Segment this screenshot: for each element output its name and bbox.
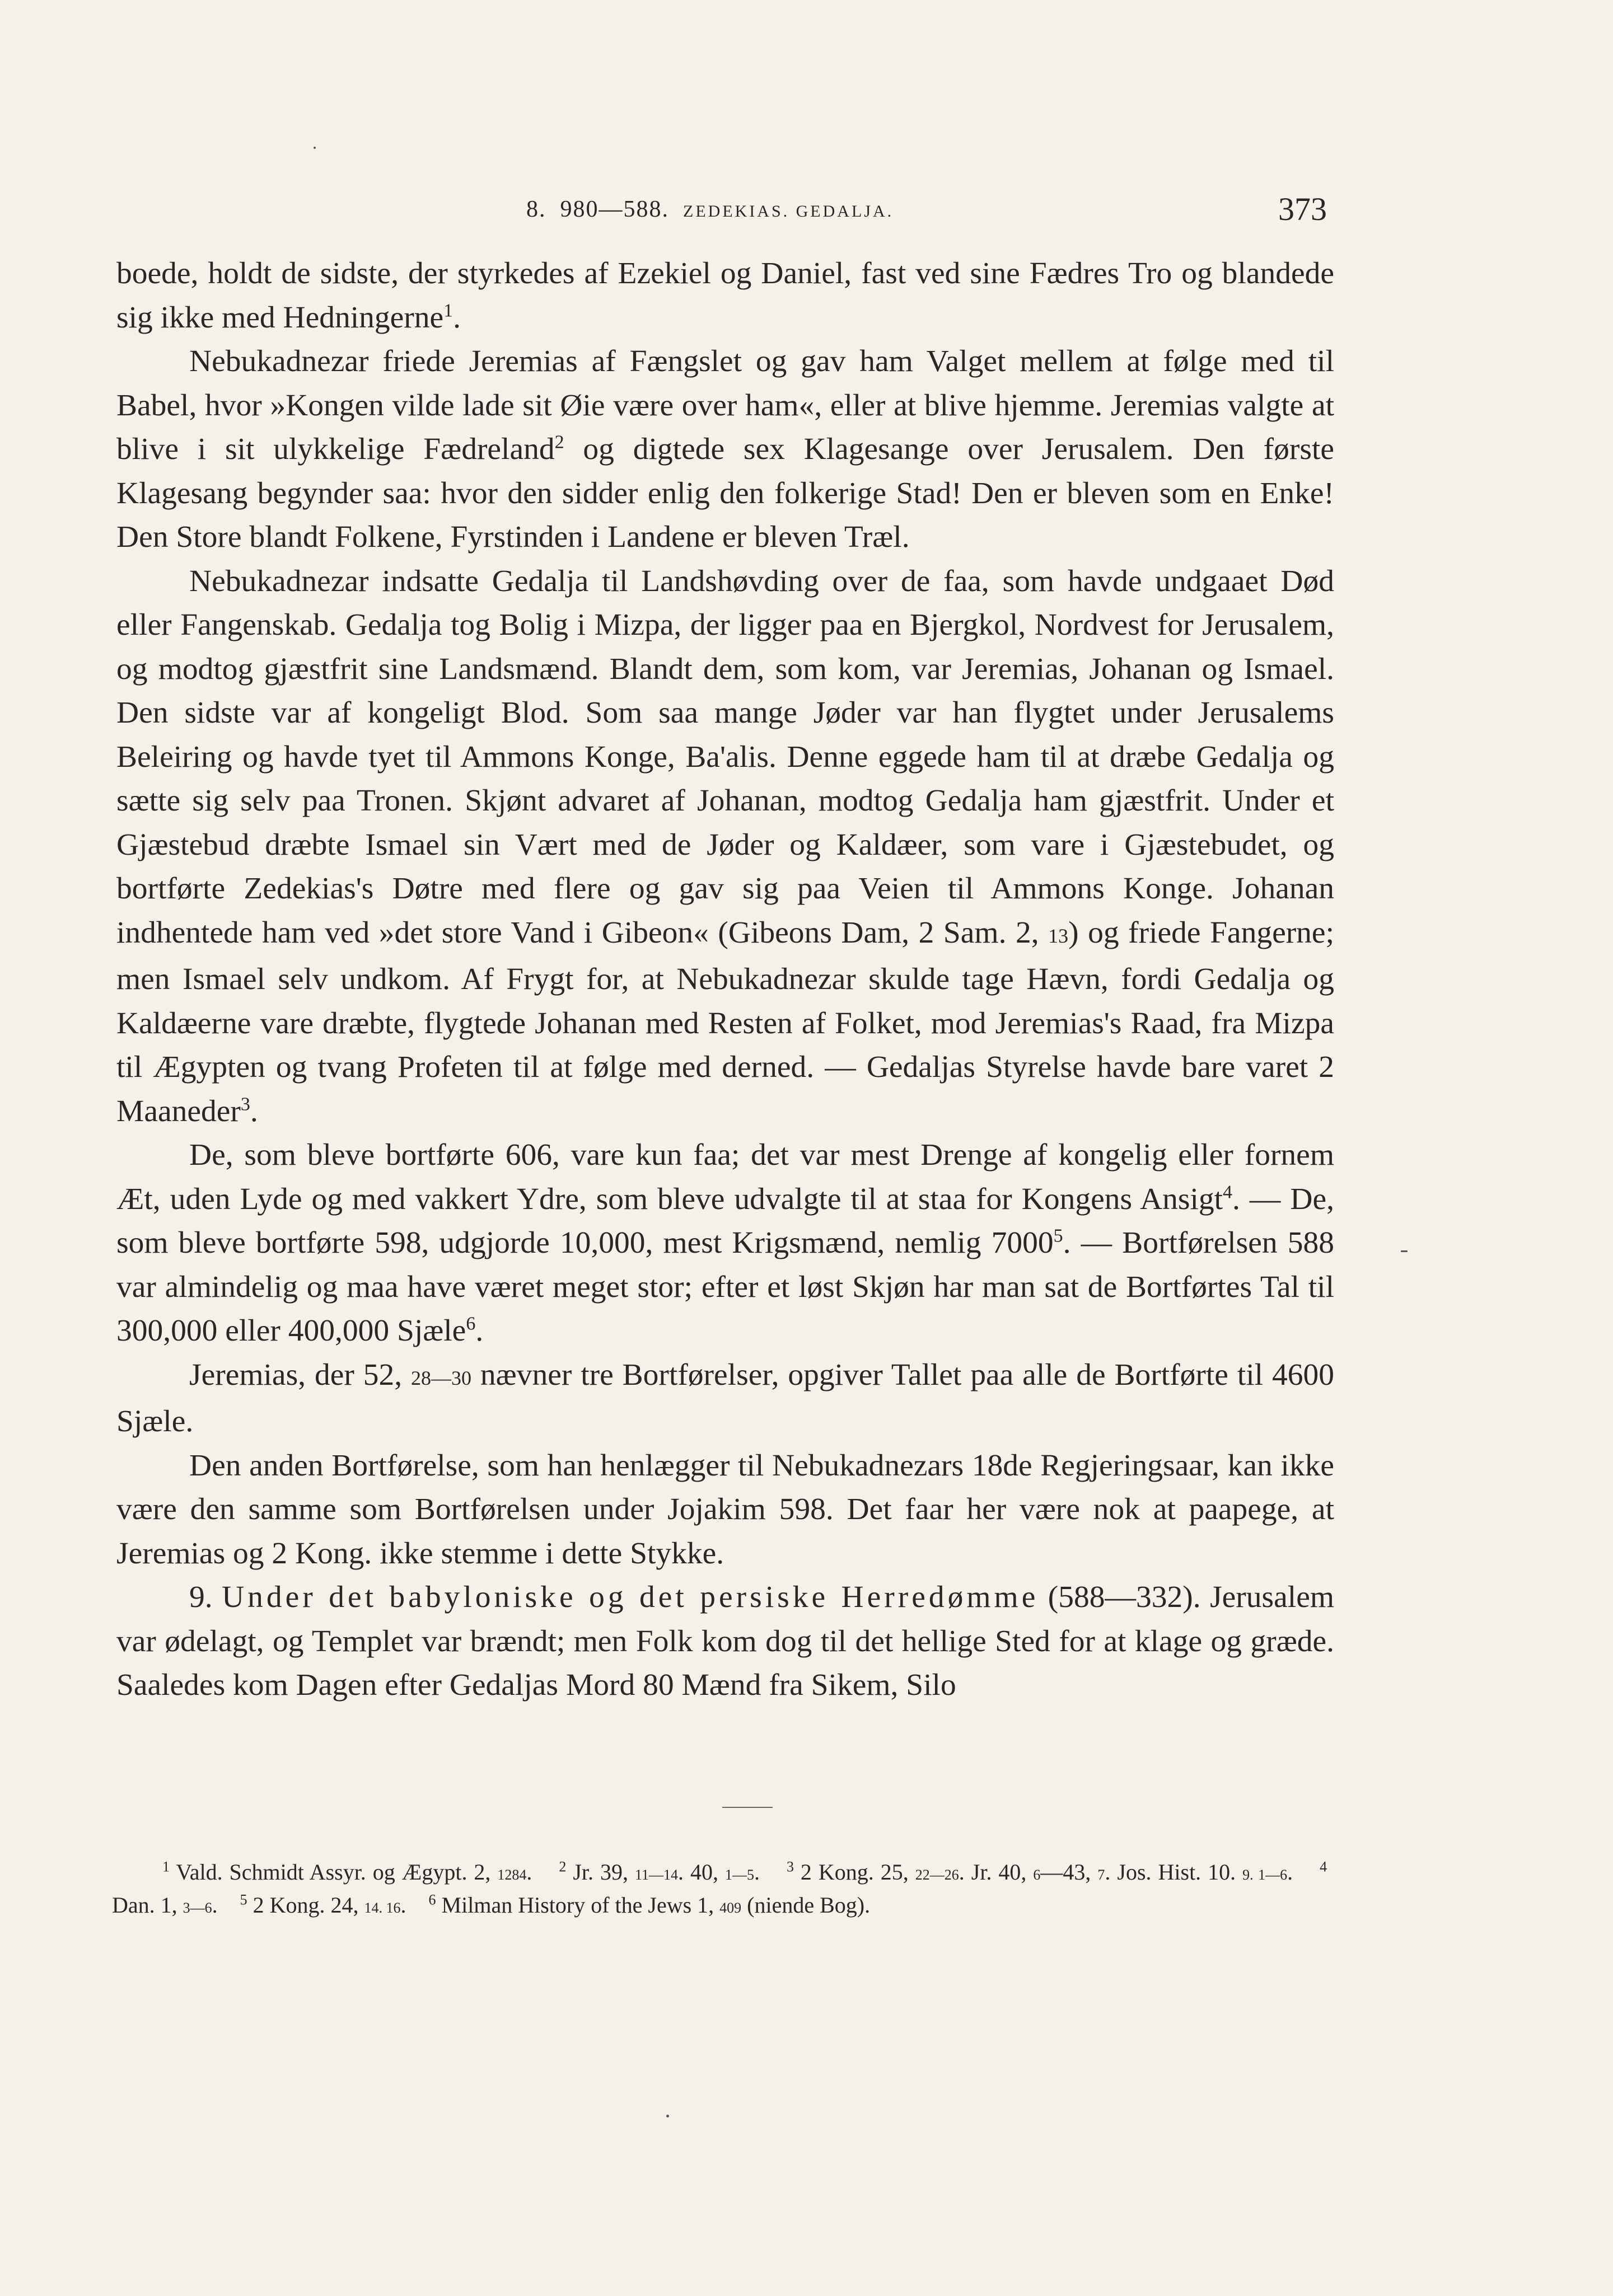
footnote-divider xyxy=(722,1807,773,1808)
paragraph-4-text-a: De, som bleve bortførte 606, vare kun faa; det var mest Drenge af kongelig eller fornem Æt, uden Lyde og med vakkert Ydre, som bleve udvalgte til at staa for Kongens Ansigt xyxy=(116,1138,1334,1216)
chapter-number: 8. xyxy=(526,196,546,222)
footnote-mark-6: 6 xyxy=(428,1891,436,1908)
paragraph-4-end: . xyxy=(475,1314,484,1348)
paragraph-2-text-b: og digtede sex Klagesange over Jerusalem. Den første Klagesang begynder saa: hvor den sidder enlig den folkerige Stad! Den er bleven som en Enke! Den Store blandt Folkene, Fyrstinden i Landene er bleven Træl. xyxy=(116,432,1334,554)
body-text xyxy=(116,252,1334,1708)
paragraph-5-text-b: nævner tre Bortførelser, opgiver Tallet paa alle de Bortførte til 4600 Sjæle. xyxy=(116,1357,1334,1438)
footnote-5-end: . xyxy=(400,1892,406,1918)
paragraph-1-end: . xyxy=(453,300,461,335)
footnote-ref-3: 3 xyxy=(240,1094,250,1114)
footnote-mark-4: 4 xyxy=(1320,1858,1327,1875)
footnote-2-num: 11—14 xyxy=(635,1867,679,1883)
paragraph-4-text-c: . — Bortførelsen 588 var almindelig og maa have været meget stor; efter et løst Skjøn har man sat de Bortførtes Tal til 300,000 eller 400,000 Sjæle xyxy=(116,1226,1334,1348)
paragraph-4 xyxy=(116,1133,1334,1353)
footnotes xyxy=(112,1857,1327,1923)
footnote-4-num: 3—6 xyxy=(183,1900,212,1916)
paragraph-5 xyxy=(116,1353,1334,1444)
section-number: 9. xyxy=(189,1580,213,1614)
footnote-mark-2: 2 xyxy=(559,1858,567,1875)
footnote-ref-6: 6 xyxy=(466,1313,476,1334)
footnote-4-text: Dan. 1, xyxy=(112,1892,183,1918)
paragraph-4-text-b: . — De, som bleve bortførte 598, udgjorde 10,000, mest Krigsmænd, nemlig 7000 xyxy=(116,1182,1334,1260)
footnote-3-mid2: —43, xyxy=(1040,1859,1098,1885)
footnote-5-text: 2 Kong. 24, xyxy=(247,1892,364,1918)
footnote-3-num3: 7 xyxy=(1097,1867,1105,1883)
footnote-mark-5: 5 xyxy=(240,1891,247,1908)
paper-speck xyxy=(314,147,316,149)
paragraph-1-text: boede, holdt de sidste, der styrkedes af Ezekiel og Daniel, fast ved sine Fædres Tro og blandede sig ikke med Hedningerne xyxy=(116,256,1334,335)
footnote-block xyxy=(112,1857,1327,1923)
footnote-ref-5: 5 xyxy=(1053,1225,1063,1247)
paragraph-2 xyxy=(116,340,1334,560)
footnote-6-text: Milman History of the Jews 1, xyxy=(436,1892,720,1918)
paragraph-6: Den anden Bortførelse, som han henlægger til Nebukadnezars 18de Regjeringsaar, kan ikke være den samme som Bortførelsen under Jojakim 598. Det faar her være nok at paapege, at Jeremias og 2 Kong. ikke stemme i dette Stykke. xyxy=(116,1448,1334,1571)
paragraph-7 xyxy=(116,1576,1334,1708)
footnote-mark-1: 1 xyxy=(162,1858,170,1875)
paragraph-2-text-a: Nebukadnezar friede Jeremias af Fængslet og gav ham Valget mellem at følge med til Babel, hvor »Kongen vilde lade sit Øie være over ham«, eller at blive hjemme. Jeremias valgte at blive i sit ulykkelige Fædreland xyxy=(116,344,1334,466)
paragraph-5-verse: 28—30 xyxy=(411,1366,472,1389)
footnote-6-end: (niende Bog). xyxy=(741,1892,871,1918)
footnote-4-end: . xyxy=(212,1892,218,1918)
footnote-6-num: 409 xyxy=(719,1900,742,1916)
footnote-3-text: 2 Kong. 25, xyxy=(793,1859,915,1885)
footnote-1-text: Vald. Schmidt Assyr. og Ægypt. 2, xyxy=(170,1859,498,1885)
page-number: 373 xyxy=(1278,191,1327,227)
footnote-2-mid: . 40, xyxy=(678,1859,726,1885)
paragraph-3-verse: 13 xyxy=(1048,924,1069,947)
paragraph-3-end: . xyxy=(250,1094,258,1128)
chapter-years: 980—588. xyxy=(560,196,669,222)
paragraph-5-text-a: Jeremias, der 52, xyxy=(189,1357,412,1392)
footnote-2-text: Jr. 39, xyxy=(566,1859,635,1885)
section-years: (588—332). xyxy=(1039,1580,1201,1614)
footnote-3-num4: 9. 1—6 xyxy=(1242,1867,1288,1883)
footnote-mark-3: 3 xyxy=(786,1858,794,1875)
paper-speck xyxy=(666,2115,669,2117)
section-heading-spaced: Under det babyloniske og det persiske Herredømme xyxy=(222,1580,1039,1614)
footnote-2-num2: 1—5 xyxy=(725,1867,755,1883)
footnote-1-end: . xyxy=(526,1859,532,1885)
footnote-3-num2: 6 xyxy=(1033,1867,1041,1883)
paragraph-3-text-a: Nebukadnezar indsatte Gedalja til Landshøvding over de faa, som havde undgaaet Død eller Fangenskab. Gedalja tog Bolig i Mizpa, der ligger paa en Bjergkol, Nordvest for Jerusalem, og modtog gjæstfrit sine Landsmænd. Blandt dem, som kom, var Jeremias, Johanan og Ismael. Den sidste var af kongeligt Blod. Som saa mange Jøder var han flygtet under Jerusalems Beleiring og havde tyet til Ammons Konge, Ba'alis. Denne eggede ham til at dræbe Gedalja og sætte sig selv paa Tronen. Skjønt advaret af Johanan, modtog Gedalja ham gjæstfrit. Under et Gjæstebud dræbte Ismael sin Vært med de Jøder og Kaldæer, som vare i Gjæstebudet, og bortførte Zedekias's Døtre med flere og gav sig paa Veien til Ammons Konge. Johanan indhentede ham ved »det store Vand i Gibeon« (Gibeons Dam, 2 Sam. 2, xyxy=(116,564,1334,950)
footnote-3-mid3: . Jos. Hist. 10. xyxy=(1105,1859,1243,1885)
paragraph-3-text-b: ) og friede Fangerne; men Ismael selv undkom. Af Frygt for, at Nebukadnezar skulde tage Hævn, fordi Gedalja og Kaldæerne vare dræbte, flygtede Johanan med Resten af Folket, mod Jeremias's Raad, fra Mizpa til Ægypten og tvang Profeten til at følge med derned. — Gedaljas Styrelse havde bare varet 2 Maaneder xyxy=(116,915,1334,1128)
footnote-2-end: . xyxy=(754,1859,760,1885)
footnote-1-num: 1284 xyxy=(497,1867,527,1883)
footnote-ref-1: 1 xyxy=(443,300,453,321)
section-heading xyxy=(526,196,894,223)
paragraph-3 xyxy=(116,560,1334,1134)
footnote-3-end: . xyxy=(1287,1859,1293,1885)
footnote-3-mid: . Jr. 40, xyxy=(959,1859,1034,1885)
footnote-ref-4: 4 xyxy=(1223,1182,1233,1202)
chapter-title: ZEDEKIAS. GEDALJA. xyxy=(683,202,894,221)
footnote-ref-2: 2 xyxy=(554,432,564,453)
paper-speck xyxy=(1401,1250,1408,1252)
footnote-5-num: 14. 16 xyxy=(364,1900,401,1916)
footnote-3-num: 22—26 xyxy=(915,1867,959,1883)
paragraph-7-text: Jerusalem var ødelagt, og Templet var brændt; men Folk kom dog til det hellige Sted for at klage og græde. Saaledes kom Dagen efter Gedaljas Mord 80 Mænd fra Sikem, Silo xyxy=(116,1580,1334,1702)
running-header xyxy=(118,190,1327,235)
paragraph-1 xyxy=(116,252,1334,340)
